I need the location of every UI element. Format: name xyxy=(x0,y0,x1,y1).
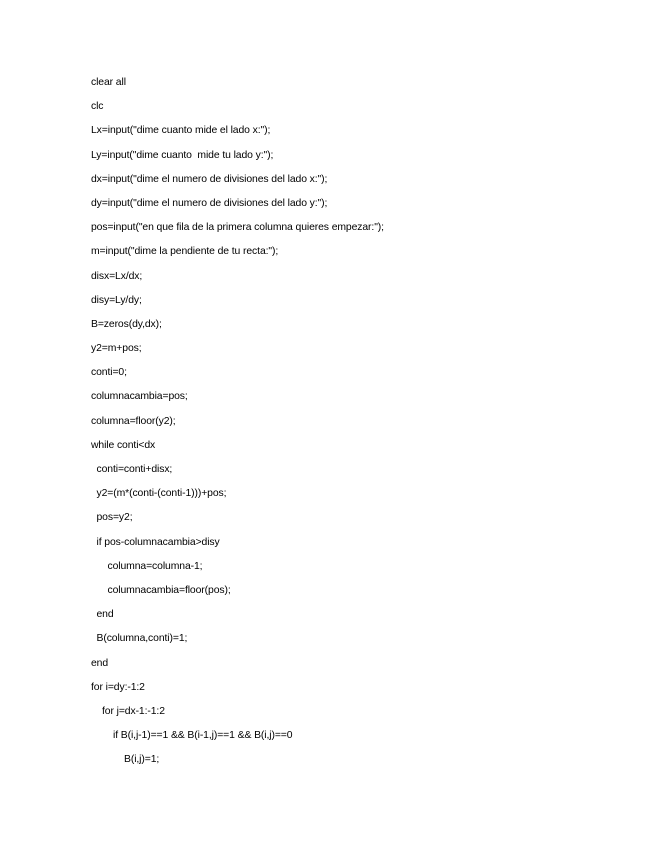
code-line: pos=y2; xyxy=(96,512,133,524)
code-line: if B(i,j-1)==1 && B(i-1,j)==1 && B(i,j)==0 xyxy=(113,730,293,742)
code-line: B(columna,conti)=1; xyxy=(96,633,188,645)
code-line: y2=(m*(conti-(conti-1)))+pos; xyxy=(96,488,227,500)
code-line: m=input("dime la pendiente de tu recta:"); xyxy=(91,246,279,258)
code-line: clc xyxy=(91,101,104,113)
code-line: end xyxy=(91,657,109,669)
code-line: Lx=input("dime cuanto mide el lado x:"); xyxy=(91,125,271,137)
code-line: Ly=input("dime cuanto mide tu lado y:"); xyxy=(91,149,274,161)
code-line: columnacambia=pos; xyxy=(91,391,188,403)
code-line: disx=Lx/dx; xyxy=(91,270,143,282)
code-line: while conti<dx xyxy=(91,439,156,451)
code-line: if pos-columnacambia>disy xyxy=(96,536,220,548)
code-line: B=zeros(dy,dx); xyxy=(91,318,162,330)
code-line: pos=input("en que fila de la primera columna quieres empezar:"); xyxy=(91,222,384,234)
code-line: end xyxy=(96,609,114,621)
code-line: clear all xyxy=(91,77,126,88)
code-line: dy=input("dime el numero de divisiones del lado y:"); xyxy=(91,197,328,209)
code-line: columna=floor(y2); xyxy=(91,415,176,427)
code-line: y2=m+pos; xyxy=(91,343,142,355)
code-line: for j=dx-1:-1:2 xyxy=(102,705,165,717)
code-line: conti=conti+disx; xyxy=(96,464,173,475)
code-line: disy=Ly/dy; xyxy=(91,294,142,306)
code-line: conti=0; xyxy=(91,367,127,379)
code-line: columna=columna-1; xyxy=(107,560,203,572)
code-line: dx=input("dime el numero de divisiones del lado x:"); xyxy=(91,173,328,185)
code-line: for i=dy:-1:2 xyxy=(91,681,145,693)
code-line: B(i,j)=1; xyxy=(124,754,160,766)
code-line: columnacambia=floor(pos); xyxy=(107,584,231,596)
code-block xyxy=(91,76,384,777)
